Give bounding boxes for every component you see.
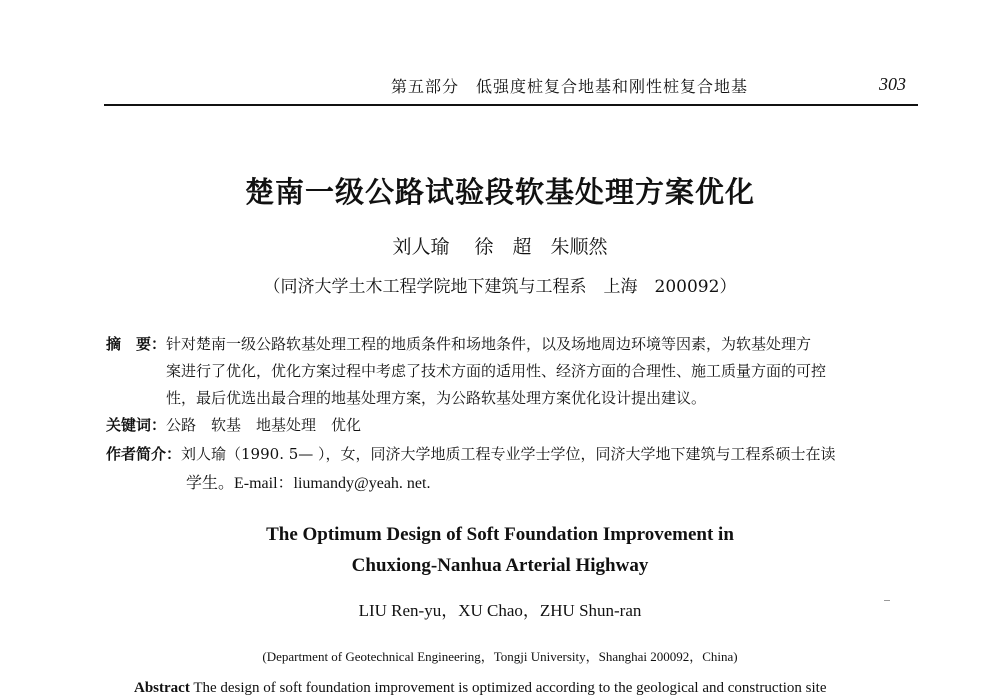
- abstract-cn-text-2: 案进行了优化，优化方案过程中考虑了技术方面的适用性、经济方面的合理性、施工质量方面的可控: [166, 362, 827, 380]
- author-bio-line-1: [106, 443, 836, 464]
- author-bio-text-1: 刘人瑜（1990. 5— ），女，同济大学地质工程专业学士学位，同济大学地下建筑与工程系硕士在读: [181, 445, 836, 463]
- keywords-label: 关键词：: [106, 416, 167, 434]
- authors-cn: 刘人瑜 徐 超 朱顺然: [392, 236, 608, 258]
- abstract-en-line: [134, 680, 894, 697]
- article-title-en-line-2: Chuxiong-Nanhua Arterial Highway: [351, 555, 649, 576]
- running-header-title: 第五部分 低强度桩复合地基和刚性桩复合地基: [390, 77, 748, 96]
- header-rule: [104, 104, 918, 106]
- article-title-cn: 楚南一级公路试验段软基处理方案优化: [244, 175, 755, 209]
- author-bio-label: 作者简介：: [106, 445, 182, 463]
- abstract-cn-text-1: 针对楚南一级公路软基处理工程的地质条件和场地条件，以及场地周边环境等因素，为软基处理方: [166, 335, 812, 353]
- keywords-line: [106, 414, 361, 435]
- authors-en: LIU Ren-yu，XU Chao，ZHU Shun-ran: [358, 601, 642, 620]
- abstract-cn-label: 摘 要：: [106, 335, 167, 353]
- affiliation-en: (Department of Geotechnical Engineering，Tongji University，Shanghai 200092，China): [262, 649, 738, 664]
- affiliation-cn: （同济大学土木工程学院地下建筑与工程系 上海 200092）: [263, 277, 737, 297]
- author-bio-text-2: 学生。E-mail：liumandy@yeah. net.: [186, 475, 431, 492]
- keywords-text: 公路 软基 地基处理 优化: [166, 416, 362, 434]
- abstract-cn-line-1: [106, 333, 811, 354]
- abstract-en-label: Abstract: [134, 680, 190, 696]
- article-title-en-line-1: The Optimum Design of Soft Foundation Improvement in: [266, 524, 734, 545]
- page-number: 303: [879, 74, 906, 94]
- abstract-en-text: The design of soft foundation improvement is optimized according to the geological and construction site: [193, 680, 827, 696]
- stray-mark: [884, 600, 890, 601]
- abstract-cn-text-3: 性，最后优选出最合理的地基处理方案，为公路软基处理方案优化设计提出建议。: [166, 389, 707, 407]
